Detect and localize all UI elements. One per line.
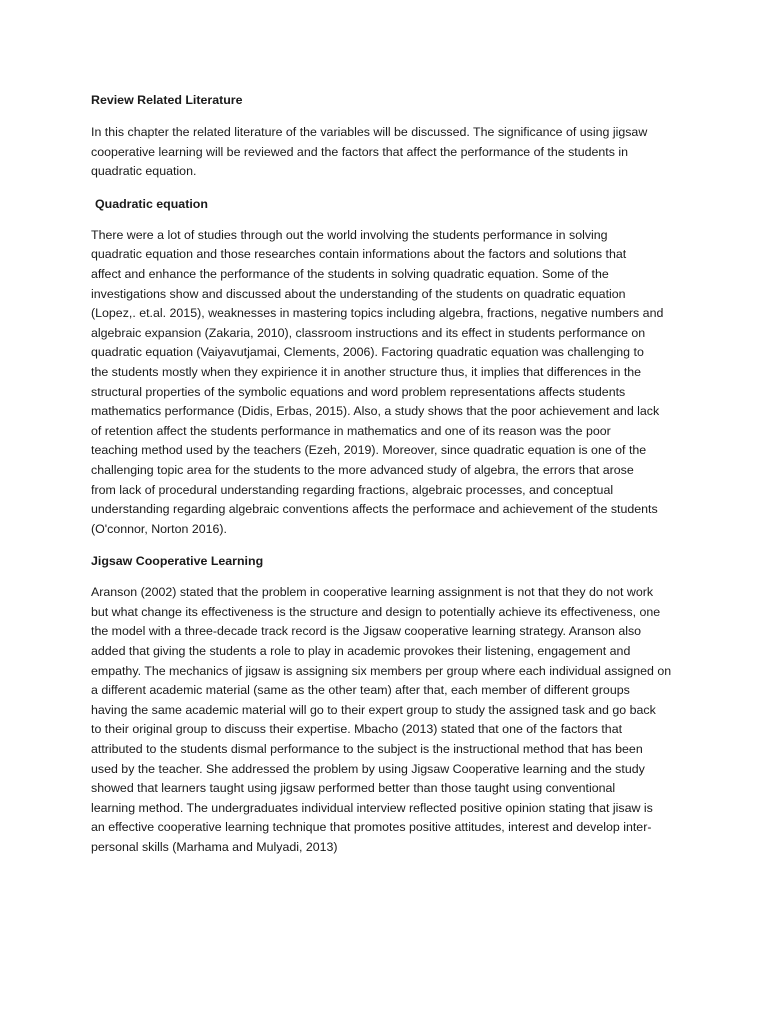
text-line: added that giving the students a role to play in academic provokes their listening, engagement and [91,644,631,659]
text-line: attributed to the students dismal performance to the subject is the instructional method that has been [91,742,643,757]
text-line: learning method. The undergraduates individual interview reflected positive opinion stating that jisaw is [91,800,653,815]
text-line: the students mostly when they expirience it in another structure thus, it implies that differences in the [91,364,642,379]
text-line: Aranson (2002) stated that the problem in cooperative learning assignment is not that they do not work [91,585,654,600]
text-line: understanding regarding algebraic conventions affects the performace and achievement of the students [91,502,658,517]
text-line: from lack of procedural understanding regarding fractions, algebraic processes, and conceptual [91,482,614,497]
text-line: quadratic equation. [91,164,197,179]
text-line: an effective cooperative learning technique that promotes positive attitudes, interest and develop inter- [91,820,652,835]
text-line: structural properties of the symbolic equations and word problem representations affects students [91,384,626,399]
text-line: a different academic material (same as the other team) after that, each member of different groups [91,683,630,698]
quadratic-paragraph [91,226,691,540]
text-line: used by the teacher. She addressed the problem by using Jigsaw Cooperative learning and the study [91,761,645,776]
text-line: investigations show and discussed about the understanding of the students on quadratic equation [91,286,626,301]
text-line: algebraic expansion (Zakaria, 2010), classroom instructions and its effect in students performance on [91,325,646,340]
text-line: of retention affect the students performance in mathematics and one of its reason was the poor [91,423,611,438]
text-line: challenging topic area for the students to the more advanced study of algebra, the errors that arose [91,462,634,477]
text-line: quadratic equation (Vaiyavutjamai, Clements, 2006). Factoring quadratic equation was challenging to [91,345,644,360]
section-heading-jigsaw: Jigsaw Cooperative Learning [91,554,264,569]
text-line: affect and enhance the performance of the students in solving quadratic equation. Some of the [91,266,609,281]
text-line: showed that learners taught using jigsaw performed better than those taught using conventional [91,781,616,796]
text-line: mathematics performance (Didis, Erbas, 2015). Also, a study shows that the poor achievement and lack [91,404,660,419]
text-line: empathy. The mechanics of jigsaw is assigning six members per group where each individual assigned on [91,663,672,678]
text-line: There were a lot of studies through out the world involving the students performance in solving [91,227,608,242]
text-line: to their original group to discuss their expertise. Mbacho (2013) stated that one of the factors that [91,722,623,737]
text-line: (Lopez,. et.al. 2015), weaknesses in mastering topics including algebra, fractions, negative numbers and [91,306,664,321]
text-line: the model with a three-decade track record is the Jigsaw cooperative learning strategy. Aranson also [91,624,642,639]
text-line: having the same academic material will go to their expert group to study the assigned task and go back [91,702,656,717]
intro-paragraph [91,123,691,182]
text-line: In this chapter the related literature of the variables will be discussed. The significance of using jigsaw [91,125,648,139]
document-title: Review Related Literature [91,93,243,107]
text-line: (O'connor, Norton 2016). [91,521,227,536]
text-line: quadratic equation and those researches contain informations about the factors and solutions that [91,247,627,262]
text-line: cooperative learning will be reviewed and the factors that affect the performance of the students in [91,144,629,159]
text-line: personal skills (Marhama and Mulyadi, 2013) [91,840,338,854]
text-line: teaching method used by the teachers (Ezeh, 2019). Moreover, since quadratic equation is one of the [91,443,647,458]
document-page [91,90,691,858]
text-line: but what change its effectiveness is the structure and design to potentially achieve its effectiveness, one [91,604,661,619]
jigsaw-paragraph [91,583,691,857]
section-heading-quadratic: Quadratic equation [95,196,208,211]
